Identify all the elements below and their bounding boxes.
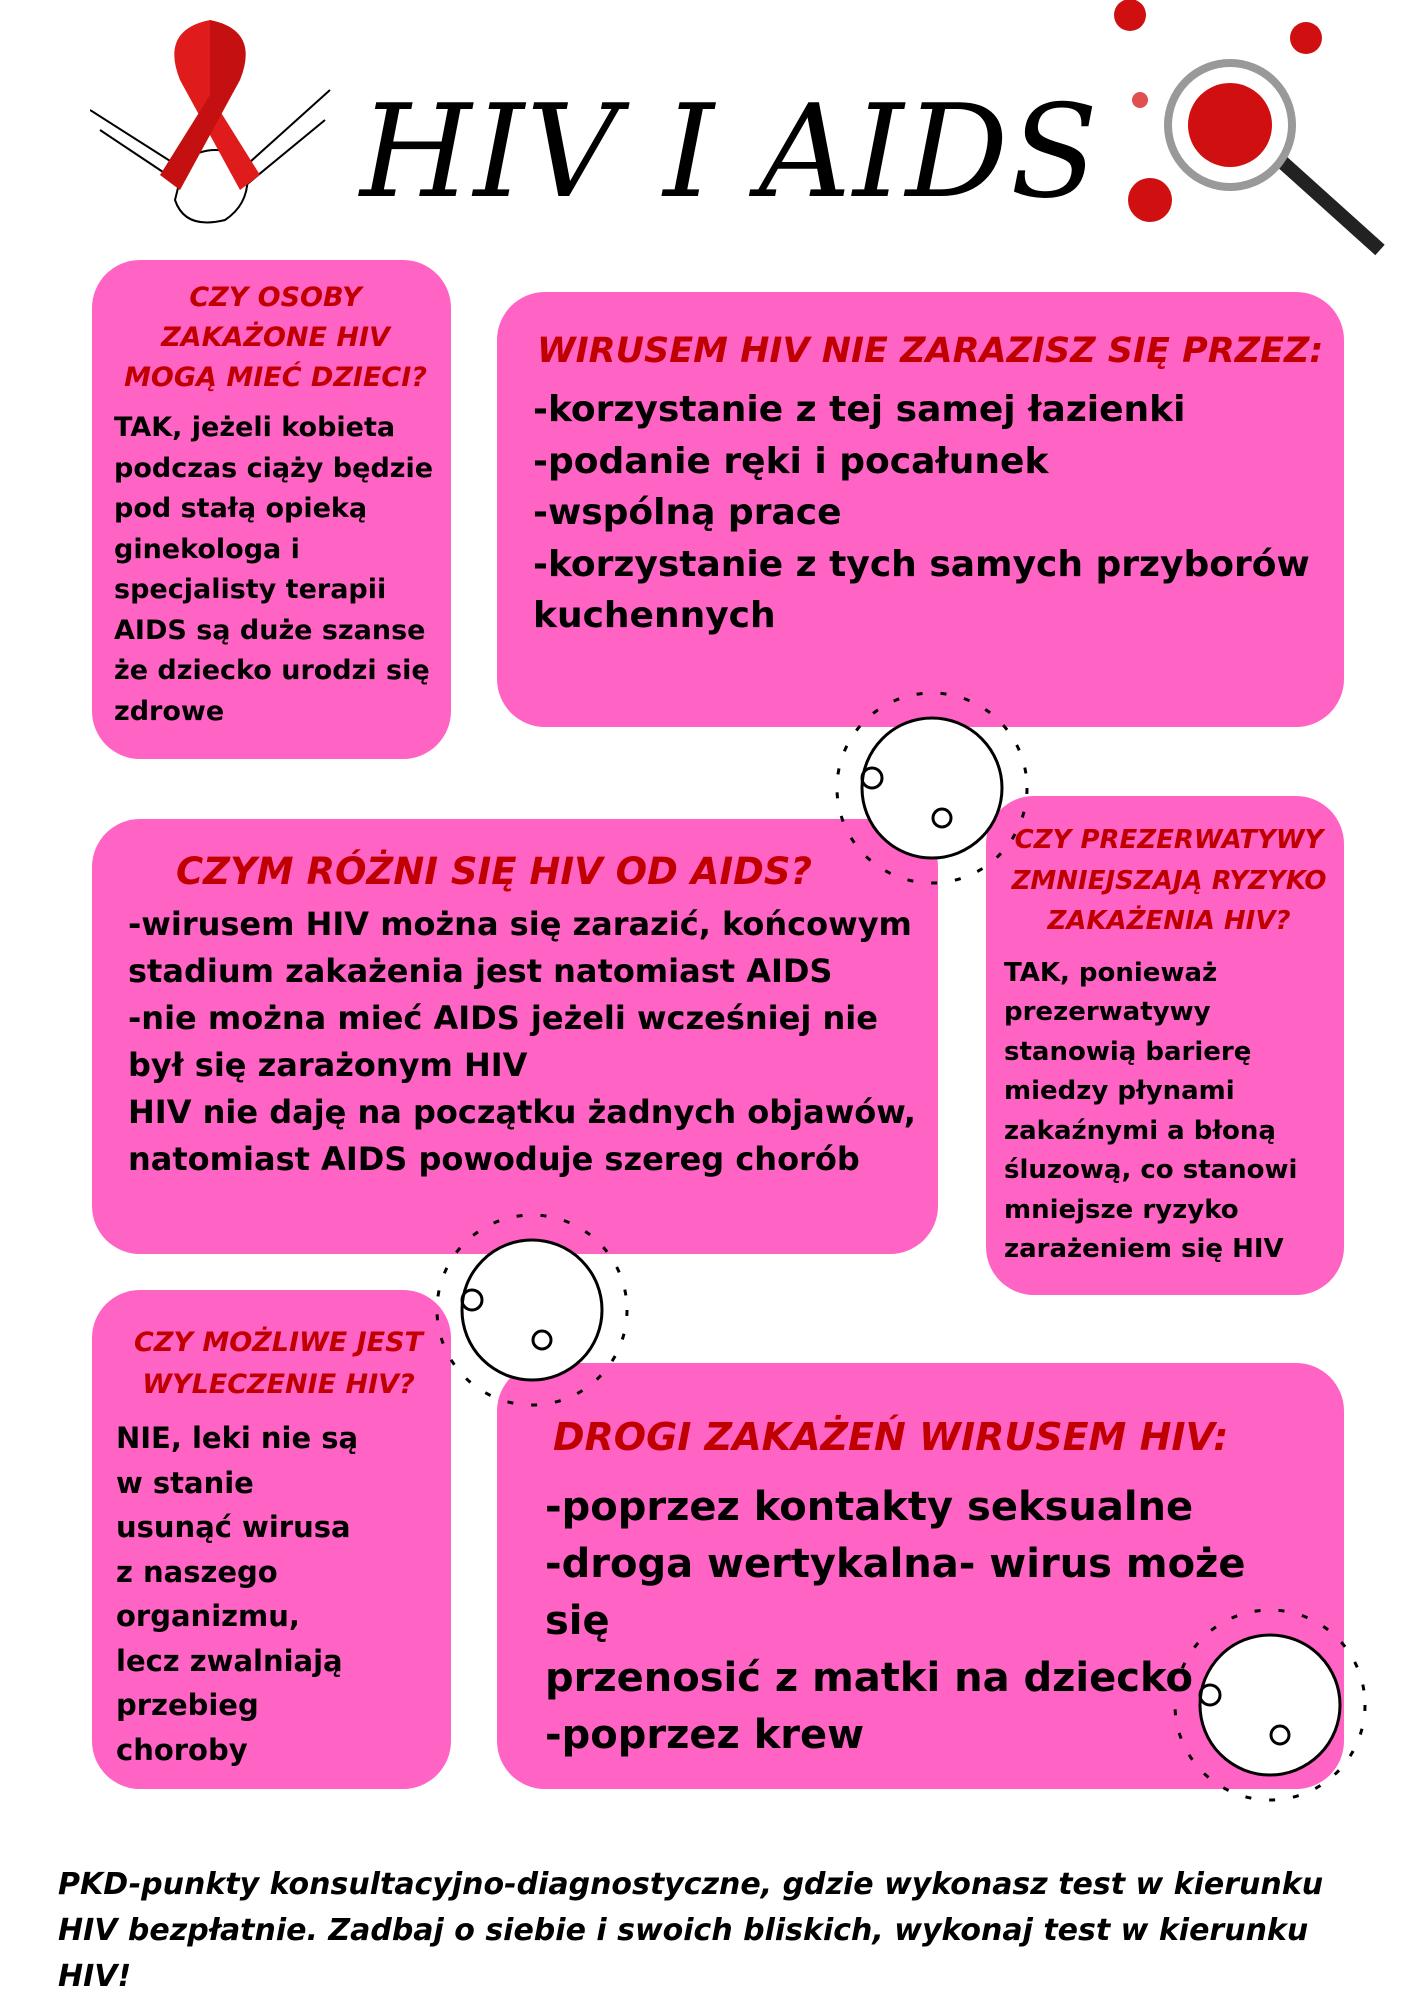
ribbon-hands-icon	[90, 10, 340, 250]
card-body: -korzystanie z tej samej łazienki -podanie ręki i pocałunek -wspólną prace -korzystanie z tych samych przyborów kuchennych	[533, 389, 1310, 636]
card-heading: DROGI ZAKAŻEŃ WIRUSEM HIV:	[553, 1415, 1229, 1459]
card-not-transmitted	[497, 292, 1344, 727]
card-cure	[92, 1290, 451, 1789]
virus-icon	[812, 678, 1052, 898]
footer-note: PKD-punkty konsultacyjno-diagnostyczne, gdzie wykonasz test w kierunku HIV bezpłatnie. Zadbaj o siebie i swoich bliskich, wykonaj test w kierunku HIV!	[58, 1867, 1324, 1994]
card-body: -wirusem HIV można się zarazić, końcowym stadium zakażenia jest natomiast AIDS -nie można mieć AIDS jeżeli wcześniej nie był się zarażonym HIV HIV nie daję na początku żadnych objawów, natomiast AIDS powoduje szereg chorób	[128, 905, 916, 1178]
virus-icon	[1150, 1595, 1390, 1815]
magnifier-virus-icon	[1110, 0, 1409, 260]
card-body: TAK, jeżeli kobieta podczas ciąży będzie pod stałą opieką ginekologa i specjalisty terapii AIDS są duże szanse że dziecko urodzi się zdrowe	[114, 412, 434, 727]
card-children	[92, 260, 451, 759]
card-heading: CZY OSOBY ZAKAŻONE HIV MOGĄ MIEĆ DZIECI?	[124, 282, 427, 393]
card-body: -poprzez kontakty seksualne -droga wertykalna- wirus może się przenosić z matki na dziecko -poprzez krew	[545, 1484, 1246, 1758]
card-heading: WIRUSEM HIV NIE ZARAZISZ SIĘ PRZEZ:	[537, 331, 1324, 371]
card-body: NIE, leki nie są w stanie usunąć wirusa z naszego organizmu, lecz zwalniają przebieg choroby	[116, 1421, 359, 1767]
page-title: HIV I AIDS	[360, 78, 1100, 227]
card-heading: CZY MOŻLIWE JEST WYLECZENIE HIV?	[134, 1327, 423, 1400]
card-body: TAK, ponieważ prezerwatywy stanowią barierę miedzy płynami zakaźnymi a błoną śluzową, co stanowi mniejsze ryzyko zarażeniem się HIV	[1004, 957, 1298, 1264]
card-heading: CZYM RÓŻNI SIĘ HIV OD AIDS?	[176, 850, 812, 893]
card-heading: CZY PREZERWATYWY ZMNIEJSZAJĄ RYZYKO ZAKAŻENIA HIV?	[1011, 825, 1327, 936]
virus-icon	[412, 1200, 652, 1420]
